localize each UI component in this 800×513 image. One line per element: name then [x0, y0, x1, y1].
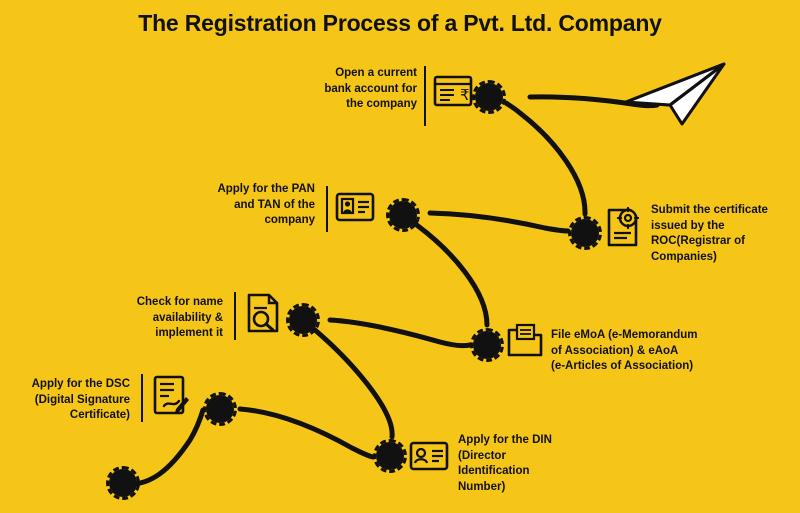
- label-pan-tan: [205, 182, 315, 229]
- paper-plane-icon: [620, 58, 730, 130]
- label-din-line-4: Number): [458, 480, 506, 493]
- cheque-rupee-icon: [432, 70, 474, 114]
- label-roc-line-4: Companies): [651, 250, 717, 263]
- document-search-icon: [243, 292, 285, 336]
- label-din-line-2: (Director: [458, 449, 506, 462]
- label-bank-line-3: the company: [346, 98, 417, 111]
- node-emoa-eaoa[interactable]: [470, 328, 504, 362]
- label-roc-line-2: issued by the: [651, 219, 725, 232]
- label-emoa-line-3: (e-Articles of Association): [551, 360, 694, 373]
- label-dsc-line-1: Apply for the DSC: [31, 378, 130, 390]
- divider-bank-account: [424, 66, 426, 126]
- signature-document-icon: [150, 374, 192, 418]
- divider-name-check: [234, 292, 236, 340]
- label-roc-line-3: ROC(Registrar of: [651, 235, 745, 248]
- label-dsc: [20, 377, 130, 424]
- label-emoa-eaoa: [551, 328, 741, 375]
- node-pan-tan[interactable]: [386, 198, 420, 232]
- label-pan-tan-line-2: and TAN of the: [234, 198, 315, 211]
- node-name-check[interactable]: [286, 303, 320, 337]
- label-name-check-line-2: availability &: [152, 311, 223, 324]
- label-pan-tan-line-1: Apply for the PAN: [217, 183, 315, 195]
- label-bank-line-1: Open a current: [335, 67, 417, 79]
- label-emoa-line-2: of Association) & eAoA: [551, 344, 679, 357]
- label-dsc-line-3: Certificate): [69, 409, 130, 422]
- page-title: The Registration Process of a Pvt. Ltd. Company: [138, 10, 662, 36]
- node-din[interactable]: [373, 439, 407, 473]
- label-bank-line-2: bank account for: [324, 82, 417, 95]
- label-pan-tan-line-3: company: [264, 214, 315, 227]
- pan-card-icon: [334, 186, 376, 230]
- divider-pan-tan: [326, 186, 328, 232]
- label-name-check-line-3: implement it: [155, 327, 223, 340]
- svg-text:₹: ₹: [460, 86, 470, 104]
- node-dsc[interactable]: [203, 392, 237, 426]
- id-card-icon: [408, 434, 450, 478]
- label-roc-certificate: [651, 203, 800, 265]
- divider-dsc: [141, 374, 143, 422]
- node-start[interactable]: [106, 466, 140, 500]
- label-dsc-line-2: (Digital Signature: [34, 393, 130, 406]
- certificate-gear-icon: [603, 205, 645, 249]
- label-roc-line-1: Submit the certificate: [651, 204, 768, 216]
- label-emoa-line-1: File eMoA (e-Memorandum: [551, 329, 698, 341]
- label-bank-account: [312, 66, 417, 113]
- label-din-line-1: Apply for the DIN: [458, 434, 552, 446]
- label-name-check-line-1: Check for name: [136, 296, 223, 308]
- label-din-line-3: Identification: [458, 465, 530, 478]
- node-roc-certificate[interactable]: [568, 216, 602, 250]
- node-bank-account[interactable]: [472, 80, 506, 114]
- folder-document-icon: [505, 320, 547, 364]
- label-din: [458, 433, 598, 495]
- label-name-check: [115, 295, 223, 342]
